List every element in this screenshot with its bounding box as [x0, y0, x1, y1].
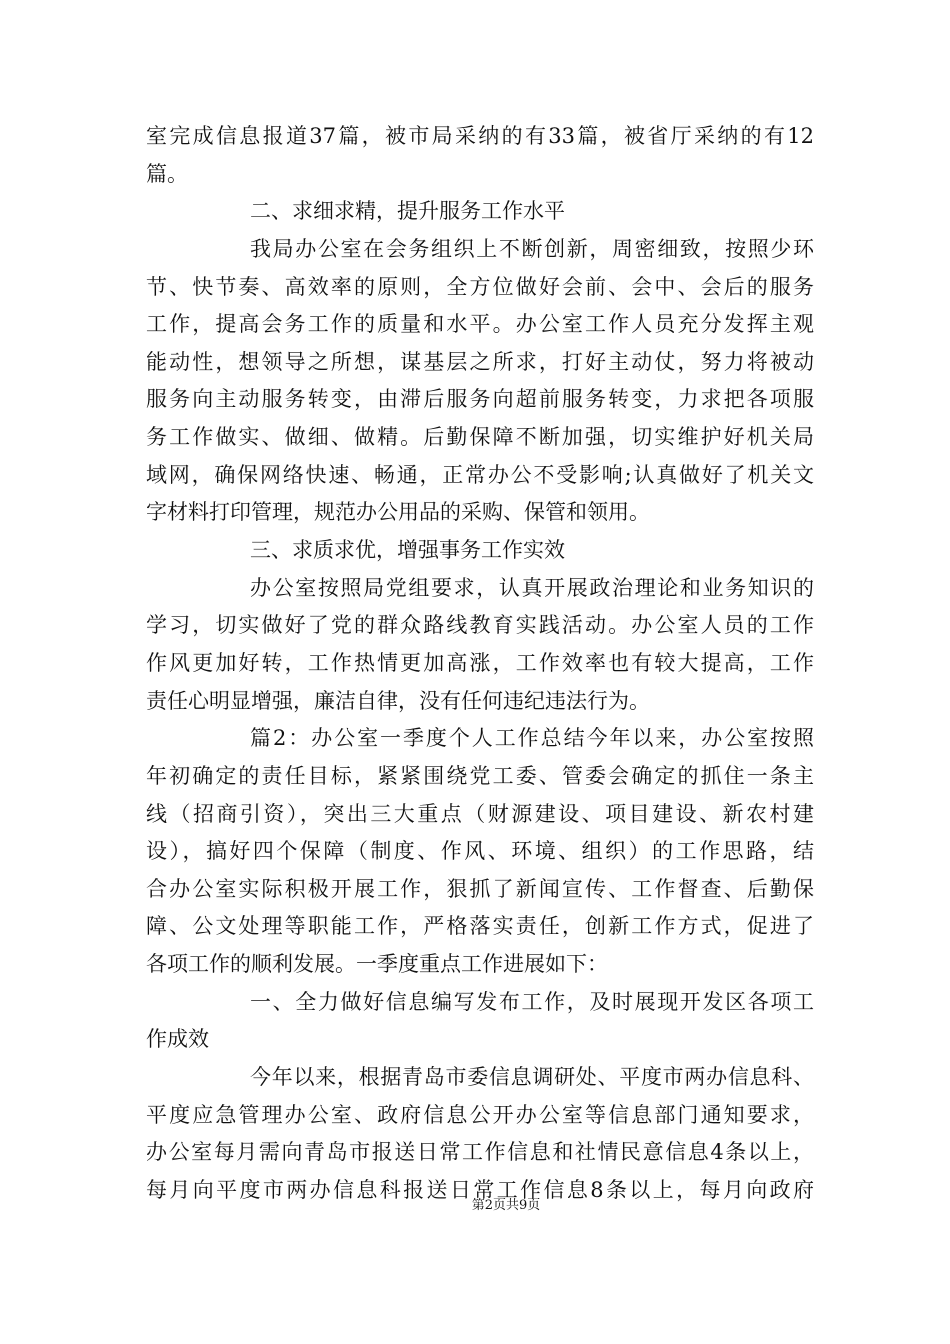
document-body — [146, 118, 814, 1210]
text-line: 篇。 — [146, 161, 188, 186]
text-line: 合办公室实际积极开展工作，狠抓了新闻宣传、工作督查、后勤保 — [146, 876, 814, 901]
text-line: 字材料打印管理，规范办公用品的采购、保管和领用。 — [146, 500, 650, 525]
text-line: 每月向平度市两办信息科报送日常工作信息8条以上，每月向政府 — [146, 1177, 814, 1202]
text-line: 线（招商引资），突出三大重点（财源建设、项目建设、新农村建 — [146, 801, 814, 826]
text-line: 学习，切实做好了党的群众路线教育实践活动。办公室人员的工作 — [146, 613, 814, 638]
text-line: 障、公文处理等职能工作，严格落实责任，创新工作方式，促进了 — [146, 914, 814, 939]
text-line: 责任心明显增强，廉洁自律，没有任何违纪违法行为。 — [146, 688, 650, 713]
text-line: 节、快节奏、高效率的原则，全方位做好会前、会中、会后的服务 — [146, 274, 814, 299]
text-line: 能动性，想领导之所想，谋基层之所求，打好主动仗，努力将被动 — [146, 349, 814, 374]
text-line: 办公室每月需向青岛市报送日常工作信息和社情民意信息4条以上， — [146, 1140, 814, 1165]
text-line: 我局办公室在会务组织上不断创新，周密细致，按照少环 — [250, 236, 814, 261]
text-line: 各项工作的顺利发展。一季度重点工作进展如下： — [146, 952, 608, 977]
text-line: 三、求质求优，增强事务工作实效 — [250, 538, 565, 563]
text-line: 室完成信息报道37篇，被市局采纳的有33篇，被省厅采纳的有12 — [146, 124, 814, 148]
text-line: 作风更加好转，工作热情更加高涨，工作效率也有较大提高，工作 — [146, 650, 814, 675]
text-line: 务工作做实、做细、做精。后勤保障不断加强，切实维护好机关局 — [146, 425, 814, 450]
text-line: 二、求细求精，提升服务工作水平 — [250, 199, 565, 224]
text-line: 今年以来，根据青岛市委信息调研处、平度市两办信息科、 — [250, 1065, 814, 1090]
text-line: 篇2：办公室一季度个人工作总结今年以来，办公室按照 — [250, 726, 814, 751]
text-line: 域网，确保网络快速、畅通，正常办公不受影响;认真做好了机关文 — [146, 462, 814, 487]
text-line: 一、全力做好信息编写发布工作，及时展现开发区各项工 — [250, 989, 814, 1014]
text-line: 工作，提高会务工作的质量和水平。办公室工作人员充分发挥主观 — [146, 312, 814, 337]
page-number-footer: 第2页共9页 — [471, 1198, 541, 1213]
text-line: 服务向主动服务转变，由滞后服务向超前服务转变，力求把各项服 — [146, 387, 814, 412]
text-line: 作成效 — [146, 1027, 209, 1052]
text-line: 平度应急管理办公室、政府信息公开办公室等信息部门通知要求， — [146, 1102, 814, 1127]
text-line: 年初确定的责任目标，紧紧围绕党工委、管委会确定的抓住一条主 — [146, 763, 814, 788]
text-line: 设），搞好四个保障（制度、作风、环境、组织）的工作思路，结 — [146, 839, 814, 864]
text-line: 办公室按照局党组要求，认真开展政治理论和业务知识的 — [250, 575, 814, 600]
